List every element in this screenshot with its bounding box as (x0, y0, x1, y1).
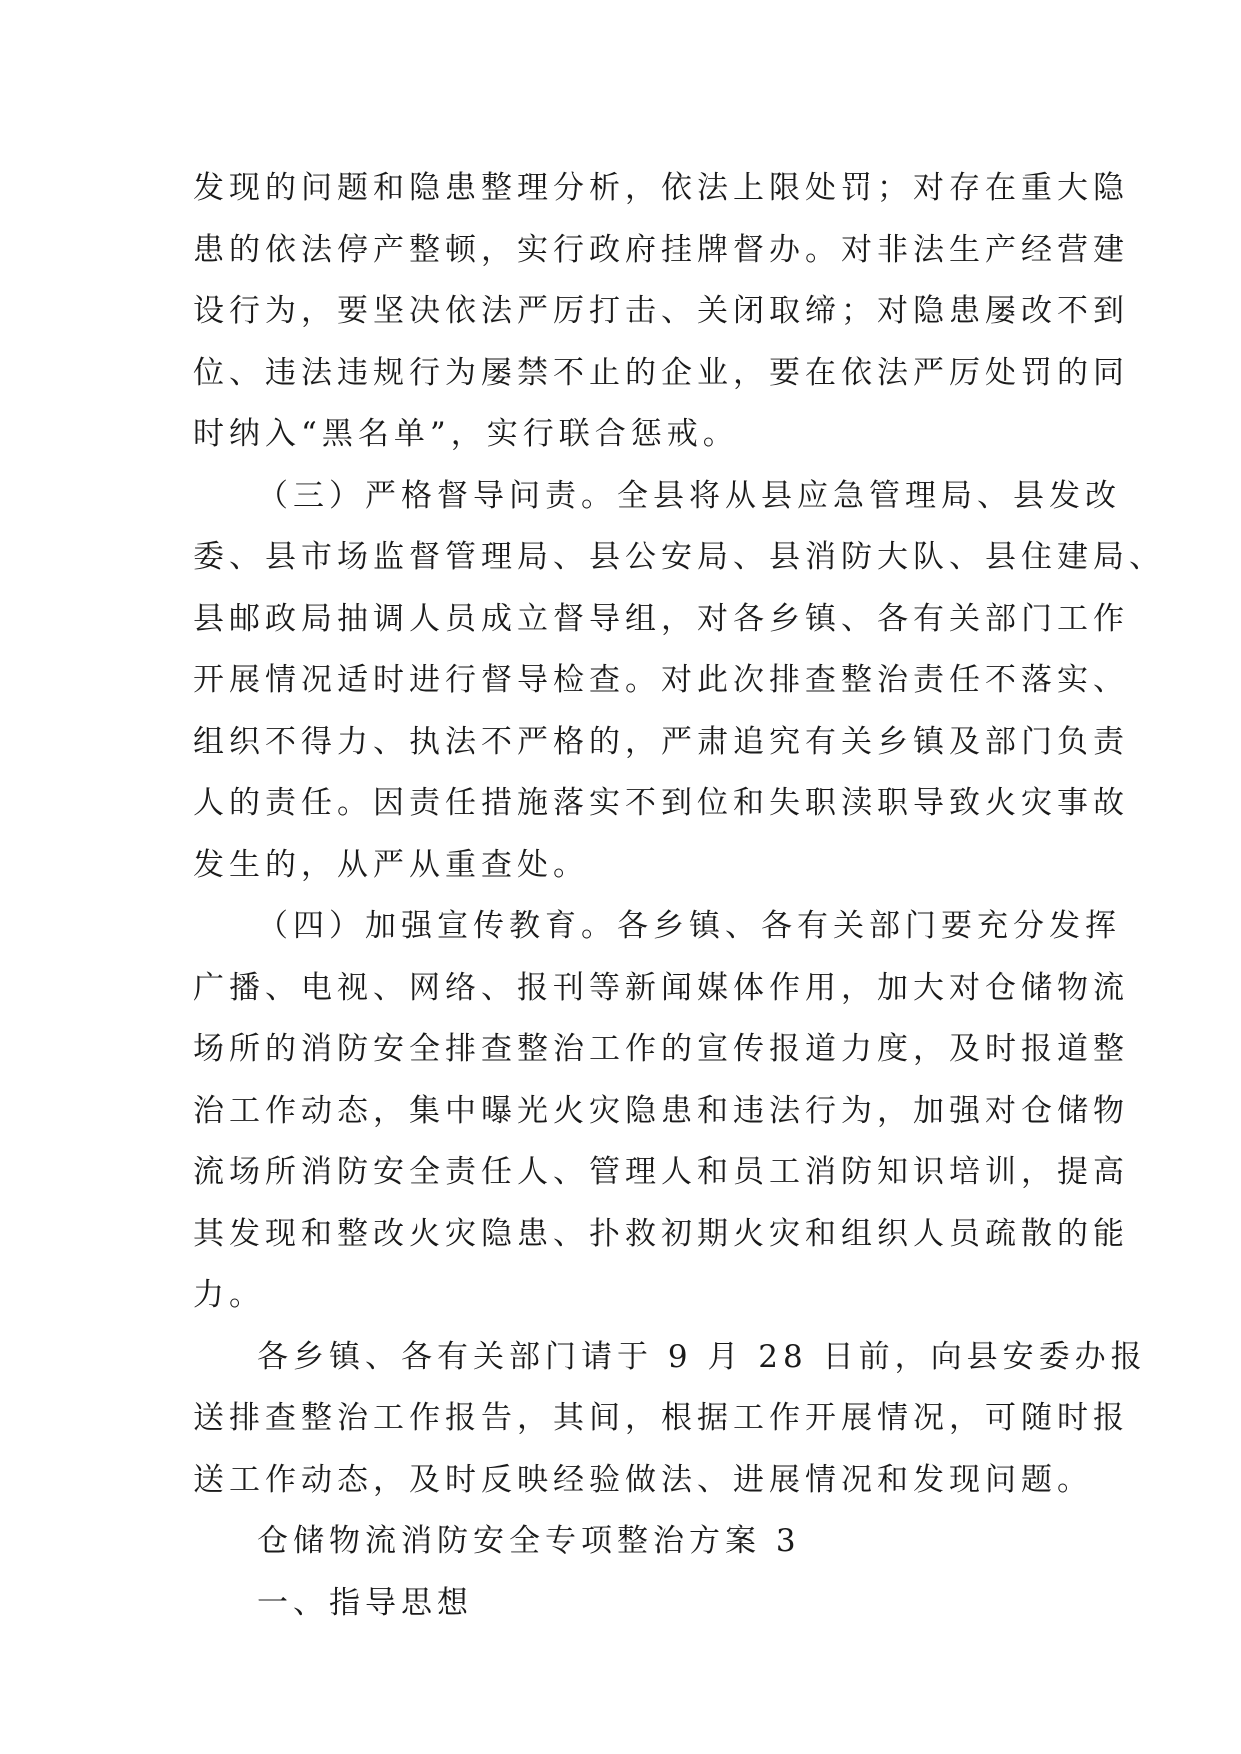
text-line: 患的依法停产整顿，实行政府挂牌督办。对非法生产经营建 (193, 231, 1129, 268)
text-line: 广播、电视、网络、报刊等新闻媒体作用，加大对仓储物流 (193, 969, 1129, 1006)
text-line: （三）严格督导问责。全县将从县应急管理局、县发改 (257, 477, 1121, 514)
text-line: 一、指导思想 (257, 1584, 473, 1621)
text-line: 组织不得力、执法不严格的，严肃追究有关乡镇及部门负责 (193, 723, 1129, 760)
text-line: 发现的问题和隐患整理分析，依法上限处罚；对存在重大隐 (193, 170, 1129, 206)
text-line: 人的责任。因责任措施落实不到位和失职渎职导致火灾事故 (193, 785, 1129, 821)
paragraph-publicity (193, 896, 1129, 1327)
text-line: 流场所消防安全责任人、管理人和员工消防知识培训，提高 (193, 1154, 1129, 1190)
paragraph-penalty (193, 158, 1129, 466)
text-line: 送排查整治工作报告，其间，根据工作开展情况，可随时报 (193, 1400, 1129, 1436)
text-line: 送工作动态，及时反映经验做法、进展情况和发现问题。 (193, 1461, 1093, 1498)
text-line: 位、违法违规行为屡禁不止的企业，要在依法严厉处罚的同 (193, 354, 1129, 391)
text-line: 设行为，要坚决依法严厉打击、关闭取缔；对隐患屡改不到 (193, 293, 1129, 329)
text-line: 开展情况适时进行督导检查。对此次排查整治责任不落实、 (193, 662, 1129, 698)
section-title (193, 1511, 1048, 1573)
text-line: 场所的消防安全排查整治工作的宣传报道力度，及时报道整 (193, 1031, 1129, 1067)
paragraph-reporting (193, 1327, 1147, 1512)
text-line: 力。 (193, 1277, 265, 1313)
text-line: 各乡镇、各有关部门请于 9 月 28 日前，向县安委办报 (257, 1338, 1147, 1375)
text-line: 时纳入“黑名单”，实行联合惩戒。 (193, 416, 739, 452)
text-line: 仓储物流消防安全专项整治方案 3 (257, 1523, 801, 1559)
text-line: 发生的，从严从重查处。 (193, 846, 589, 883)
document-page (193, 158, 1165, 1634)
text-line: 县邮政局抽调人员成立督导组，对各乡镇、各有关部门工作 (193, 600, 1129, 637)
text-line: 其发现和整改火灾隐患、扑救初期火灾和组织人员疏散的能 (193, 1215, 1129, 1252)
paragraph-supervision (193, 466, 1165, 897)
text-line: （四）加强宣传教育。各乡镇、各有关部门要充分发挥 (257, 908, 1121, 944)
section-heading (193, 1573, 1048, 1635)
text-line: 委、县市场监督管理局、县公安局、县消防大队、县住建局、 (193, 539, 1165, 575)
text-line: 治工作动态，集中曝光火灾隐患和违法行为，加强对仓储物 (193, 1092, 1129, 1129)
